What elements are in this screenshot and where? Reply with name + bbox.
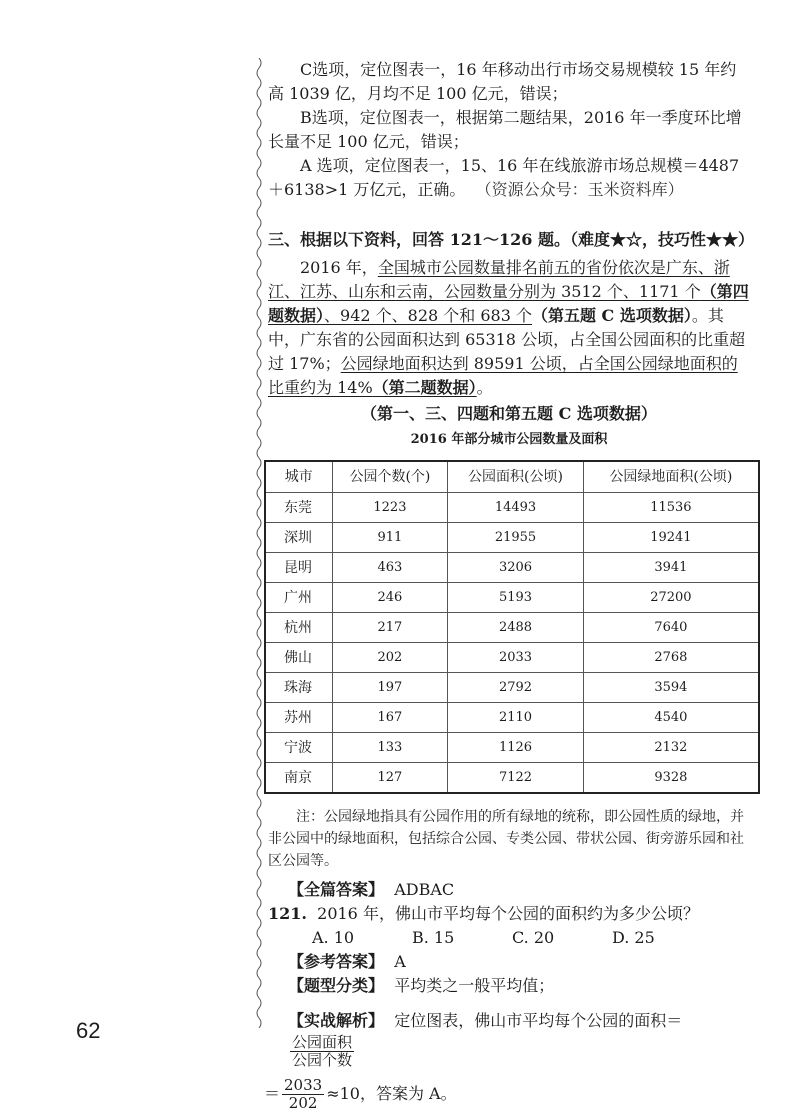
cell-value: 5193 xyxy=(448,583,583,613)
cell-value: 202 xyxy=(332,643,448,673)
cell-value: 1223 xyxy=(332,493,448,523)
passage-part: 2016 年， xyxy=(300,258,378,277)
calc-fraction xyxy=(282,1077,324,1112)
cell-value: 7640 xyxy=(583,613,759,643)
full-answer-value: ADBAC xyxy=(394,880,455,899)
reference-answer-label: 【参考答案】 xyxy=(288,952,385,971)
option-d: D. 25 xyxy=(612,928,655,947)
cell-value: 133 xyxy=(332,733,448,763)
passage xyxy=(268,256,750,400)
table-row xyxy=(265,493,759,523)
cell-value: 2768 xyxy=(583,643,759,673)
data-label: （第一、三、四题和第五题 C 选项数据） xyxy=(361,404,657,423)
passage-tag: （第四题数据） xyxy=(268,282,749,325)
cell-city: 苏州 xyxy=(265,703,332,733)
header-city: 城市 xyxy=(265,461,332,493)
cell-value: 7122 xyxy=(448,763,583,794)
calc-suffix: ≈10，答案为 A。 xyxy=(326,1084,457,1103)
cell-value: 3941 xyxy=(583,553,759,583)
passage-underlined: 、942 个、828 个和 683 个 xyxy=(324,306,532,325)
table-row xyxy=(265,583,759,613)
analysis-label: 【实战解析】 xyxy=(288,1011,385,1030)
reference-answer xyxy=(288,950,750,974)
passage-part: 。 xyxy=(476,378,493,397)
park-data-table xyxy=(264,460,760,794)
passage-tag: （第二题数据） xyxy=(372,378,477,397)
analysis-text: 定位图表，佛山市平均每个公园的面积＝ xyxy=(394,1011,683,1030)
cell-value: 2792 xyxy=(448,673,583,703)
table-row xyxy=(265,643,759,673)
formula-fraction xyxy=(290,1034,354,1069)
passage-underlined: 公园绿地面积达到 89591 公顷，占全国公园绿地面积的比重约为 14% xyxy=(268,354,738,397)
section-title: 三、根据以下资料，回答 121～126 题。（难度★☆，技巧性★★） xyxy=(268,230,754,249)
cell-city: 昆明 xyxy=(265,553,332,583)
full-answer-label: 【全篇答案】 xyxy=(288,880,385,899)
analysis-a-text: A 选项，定位图表一，15、16 年在线旅游市场总规模＝4487＋6138>1 万亿元，正确。 xyxy=(268,156,740,199)
header-park-area: 公园面积(公顷) xyxy=(448,461,583,493)
cell-value: 14493 xyxy=(448,493,583,523)
cell-value: 127 xyxy=(332,763,448,794)
calc-prefix: ＝ xyxy=(264,1084,281,1103)
cell-city: 深圳 xyxy=(265,523,332,553)
table-row xyxy=(265,673,759,703)
cell-value: 21955 xyxy=(448,523,583,553)
cell-value: 2110 xyxy=(448,703,583,733)
question-number: 121. xyxy=(268,904,307,923)
passage-tag: （第五题 C 选项数据） xyxy=(531,306,692,325)
calc-denominator: 202 xyxy=(288,1094,318,1112)
cell-value: 246 xyxy=(332,583,448,613)
cell-value: 2132 xyxy=(583,733,759,763)
option-b: B. 15 xyxy=(412,928,455,947)
page-number: 62 xyxy=(76,1018,101,1043)
table-row xyxy=(265,733,759,763)
fraction-denominator: 公园个数 xyxy=(292,1051,353,1069)
watermark-text: （资源公众号：玉米资料库） xyxy=(475,180,684,199)
fraction-numerator: 公园面积 xyxy=(292,1033,353,1051)
cell-city: 宁波 xyxy=(265,733,332,763)
option-a: A. 10 xyxy=(312,928,355,947)
option-c: C. 20 xyxy=(512,928,555,947)
cell-city: 杭州 xyxy=(265,613,332,643)
analysis-c-option: C选项，定位图表一，16 年移动出行市场交易规模较 15 年约高 1039 亿，月均不足 100 亿元，错误； xyxy=(268,60,737,103)
header-park-count: 公园个数(个) xyxy=(332,461,448,493)
cell-city: 广州 xyxy=(265,583,332,613)
passage-underlined: 全国城市公园数量排名前五的省份依次是广东、浙江、江苏、山东和云南，公园数量分别为 3512 个、1171 个 xyxy=(268,258,730,301)
table-header-row xyxy=(265,461,759,493)
wavy-margin-line xyxy=(254,58,264,1028)
cell-city: 珠海 xyxy=(265,673,332,703)
cell-value: 2488 xyxy=(448,613,583,643)
table-row xyxy=(265,523,759,553)
analysis-b-option: B选项，定位图表一，根据第二题结果，2016 年一季度环比增长量不足 100 亿元，错误； xyxy=(268,108,742,151)
calculation-result xyxy=(264,1077,750,1112)
reference-answer-value: A xyxy=(394,952,406,971)
cell-value: 911 xyxy=(332,523,448,553)
passage-part: 。其中，广东省的公园面积达到 65318 公顷，占全国公园面积的比重超过 17%； xyxy=(268,306,746,373)
page-content xyxy=(264,58,754,1112)
question-stem xyxy=(268,902,750,926)
cell-value: 217 xyxy=(332,613,448,643)
table-note: 注：公园绿地指具有公园作用的所有绿地的统称，即公园性质的绿地，并非公园中的绿地面积，包括综合公园、专类公园、带状公园、街旁游乐园和社区公园等。 xyxy=(268,809,744,869)
cell-city: 佛山 xyxy=(265,643,332,673)
table-title: 2016 年部分城市公园数量及面积 xyxy=(410,432,608,447)
table-row xyxy=(265,703,759,733)
cell-value: 1126 xyxy=(448,733,583,763)
question-type xyxy=(288,974,750,998)
calc-numerator: 2033 xyxy=(284,1076,323,1094)
question-type-label: 【题型分类】 xyxy=(288,976,385,995)
answer-options xyxy=(312,926,750,950)
table-row xyxy=(265,763,759,794)
full-answer xyxy=(288,878,750,902)
cell-value: 463 xyxy=(332,553,448,583)
header-green-area: 公园绿地面积(公顷) xyxy=(583,461,759,493)
question-text: 2016 年，佛山市平均每个公园的面积约为多少公顷？ xyxy=(317,904,699,923)
table-row xyxy=(265,613,759,643)
cell-value: 4540 xyxy=(583,703,759,733)
cell-value: 19241 xyxy=(583,523,759,553)
cell-value: 27200 xyxy=(583,583,759,613)
cell-value: 197 xyxy=(332,673,448,703)
practical-analysis xyxy=(288,1008,750,1069)
cell-value: 2033 xyxy=(448,643,583,673)
cell-value: 3594 xyxy=(583,673,759,703)
cell-value: 11536 xyxy=(583,493,759,523)
cell-city: 东莞 xyxy=(265,493,332,523)
analysis-a-option xyxy=(268,154,750,202)
table-row xyxy=(265,553,759,583)
cell-value: 167 xyxy=(332,703,448,733)
cell-city: 南京 xyxy=(265,763,332,794)
cell-value: 3206 xyxy=(448,553,583,583)
question-type-value: 平均类之一般平均值； xyxy=(394,976,555,995)
cell-value: 9328 xyxy=(583,763,759,794)
